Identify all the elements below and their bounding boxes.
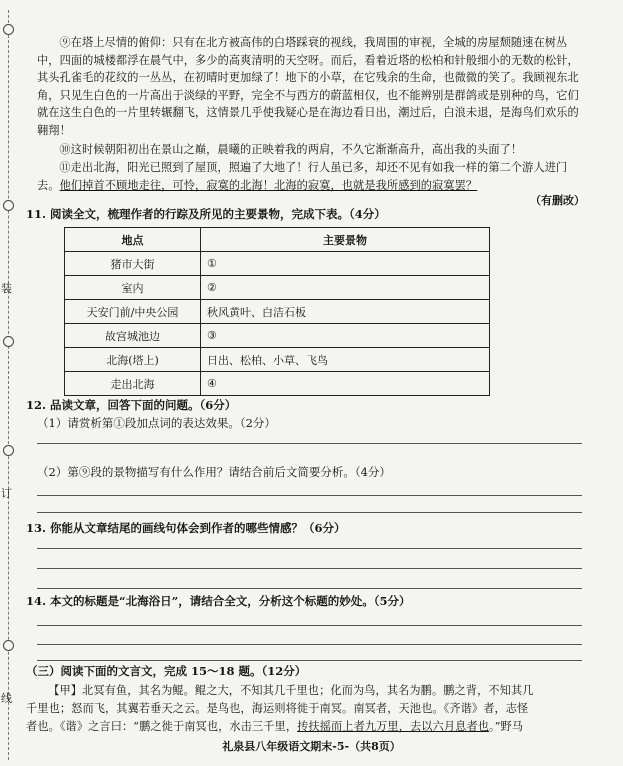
paragraph-11-text: ⑪走出北海，阳光已照到了屋顶，照遍了大地了！行人虽已多，却还不见有如我一样的第二个游人进门去。 [37, 161, 568, 192]
answer-line[interactable] [37, 512, 582, 513]
table-row [65, 300, 490, 324]
binding-hole [3, 200, 14, 211]
classical-text-line: 千里也；怒而飞，其翼若垂天之云。是鸟也，海运则将徙于南冥。南冥者，天池也。《齐谐》者，志怪 [26, 702, 529, 715]
underlined-sentence: 他们掉首不顾地走往，可怜，寂寞的北海！北海的寂寞，也就是我所感到的寂寞罢？ [59, 178, 478, 192]
table-header: 地点 [65, 228, 201, 252]
table-row [65, 372, 490, 396]
answer-line[interactable] [37, 495, 582, 496]
page-footer: 礼泉县八年级语文期末-5-（共8页） [222, 740, 401, 753]
question-12-sub-2: （2）第⑨段的景物描写有什么作用？请结合前后文简要分析。（4分） [37, 465, 391, 479]
place-cell: 天安门前/中央公园 [65, 300, 201, 324]
answer-line[interactable] [37, 548, 582, 549]
answer-line[interactable] [37, 588, 582, 589]
place-cell: 走出北海 [65, 372, 201, 396]
question-12-sub-1: （1）请赏析第①段加点词的表达效果。（2分） [37, 416, 276, 430]
place-cell: 室内 [65, 276, 201, 300]
answer-line[interactable] [37, 625, 582, 626]
place-cell: 故宫城池边 [65, 324, 201, 348]
classical-text: 。”野马 [489, 720, 524, 733]
binding-margin [0, 0, 18, 766]
underlined-classical-sentence: 抟扶摇而上者九万里，去以六月息者也 [297, 720, 490, 733]
place-cell: 猪市大街 [65, 252, 201, 276]
scene-cell[interactable]: ② [201, 276, 490, 300]
question-11: 11. 阅读全文，梳理作者的行踪及所见的主要景物，完成下表。（4分） [26, 207, 386, 221]
classical-text: 者也。《谐》之言曰：“鹏之徙于南冥也，水击三千里， [26, 720, 298, 733]
binding-label: 装 [1, 282, 12, 295]
table-row [65, 252, 490, 276]
classical-text-line [26, 718, 585, 736]
binding-hole [3, 445, 14, 456]
table-row [65, 348, 490, 372]
paragraph-10: ⑩这时候朝阳初出在景山之巅，晨曦的正映着我的两肩，不久它渐渐高升，高出我的头面了！ [59, 143, 523, 156]
answer-line[interactable] [37, 568, 582, 569]
place-cell: 北海(塔上) [65, 348, 201, 372]
binding-hole [3, 640, 14, 651]
scene-cell[interactable]: ④ [201, 372, 490, 396]
paragraph-9: ⑨在塔上尽情的俯仰：只有在北方被高伟的白塔踩衰的视线，我周围的审视，全城的房屋颓随速在树丛中，四面的城楼都浮在晨气中，多少的高爽清明的天空呀。而后，看着近塔的松柏和针般细小的无数的松针，其头孔雀毛的花纹的一丛丛，在初晴时更加绿了！地下的小草，在它残余的生命，也微微的笑了。我顾视东北角，只见生白色的一片高出于淡绿的平野，完全不与西方的蔚蓝相仅，也不能辨别是群鸽或是别种的鸟，它们就在这生白色的一片里转辗翻飞，这情景几乎使我疑心是在海边看日出，潮过后，白浪未退，是海鸟们欢乐的翱翔！ [37, 36, 579, 137]
question-13: 13. 你能从文章结尾的画线句体会到作者的哪些情感？（6分） [26, 521, 346, 535]
table-row [65, 276, 490, 300]
binding-label: 订 [1, 487, 12, 500]
paragraph-11 [37, 159, 585, 194]
itinerary-table [64, 227, 490, 396]
scene-cell: 日出、松柏、小草、飞鸟 [201, 348, 490, 372]
question-14: 14. 本文的标题是“北海浴日”，请结合全文，分析这个标题的妙处。（5分） [26, 594, 411, 608]
table-row [65, 324, 490, 348]
answer-line[interactable] [37, 644, 582, 645]
question-12: 12. 品读文章，回答下面的问题。（6分） [26, 398, 237, 412]
answer-line[interactable] [37, 443, 582, 444]
binding-hole [3, 336, 14, 347]
scene-cell: 秋风黄叶、白洁石板 [201, 300, 490, 324]
scene-cell[interactable]: ③ [201, 324, 490, 348]
binding-label: 线 [1, 692, 12, 705]
table-header: 主要景物 [201, 228, 490, 252]
classical-text-line: 【甲】北冥有鱼，其名为鲲。鲲之大，不知其几千里也；化而为鸟，其名为鹏。鹏之背，不知其几 [48, 684, 534, 697]
scene-cell[interactable]: ① [201, 252, 490, 276]
binding-hole [3, 24, 14, 35]
table-header-row [65, 228, 490, 252]
source-note: （有删改） [530, 194, 585, 207]
answer-line[interactable] [37, 660, 582, 661]
section-3-title: （三）阅读下面的文言文，完成 15～18 题。（12分） [26, 664, 307, 678]
